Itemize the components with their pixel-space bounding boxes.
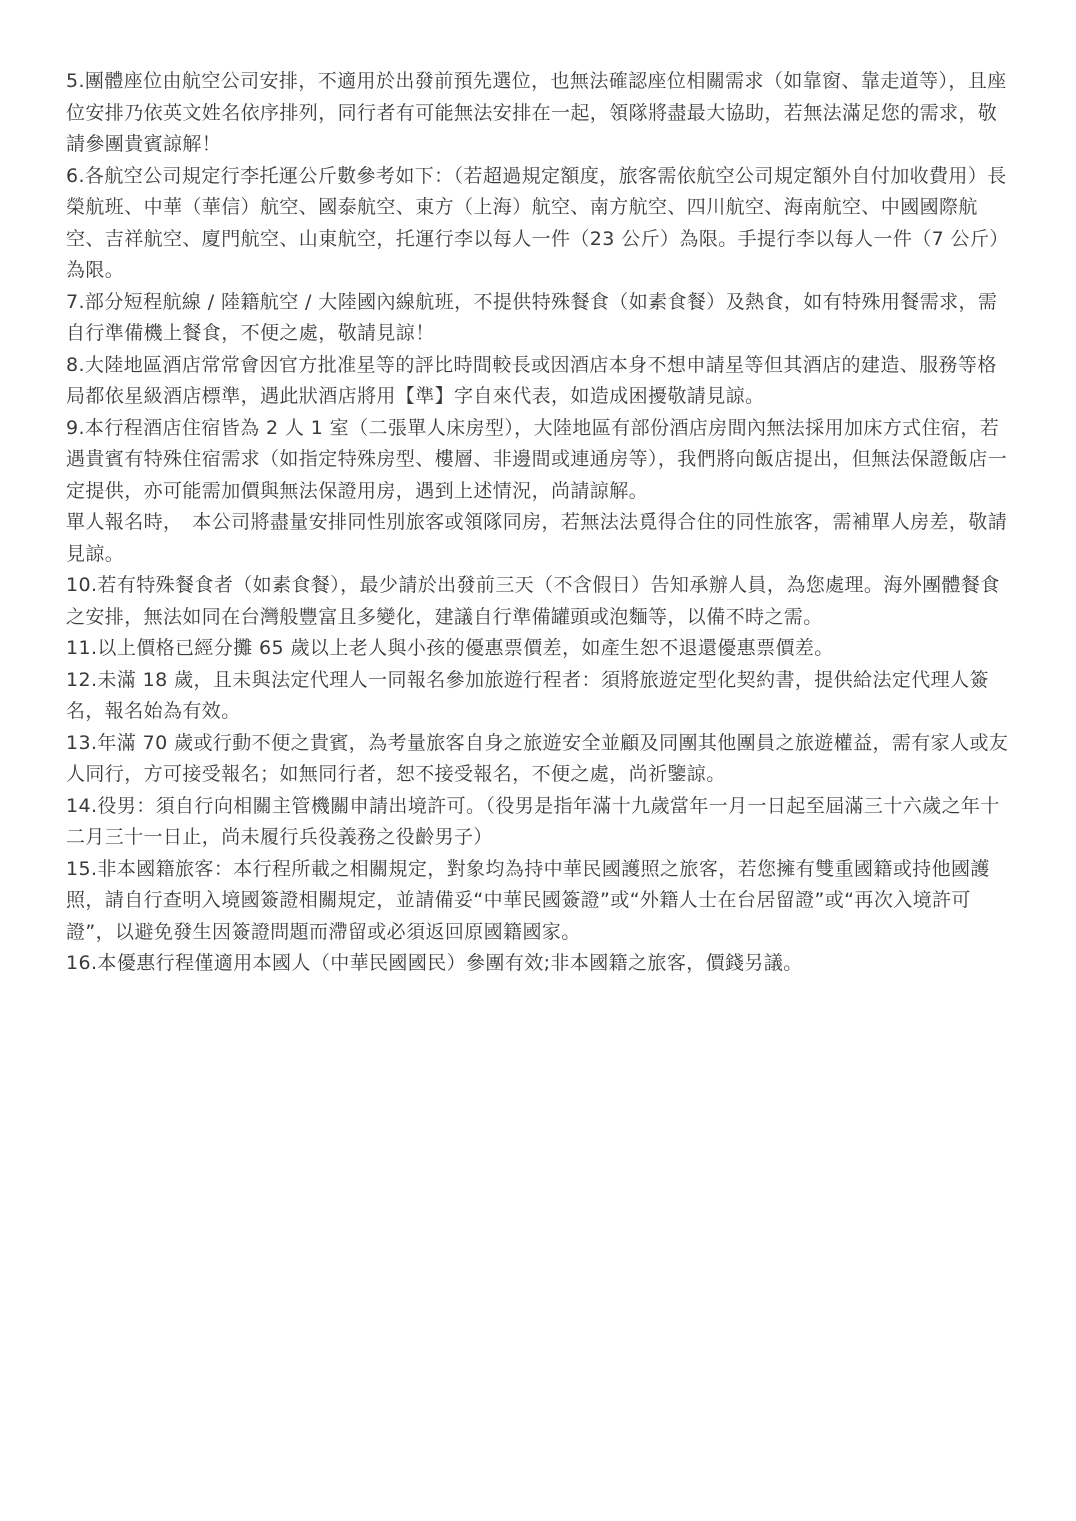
note-13-elderly: 13.年滿 70 歲或行動不便之貴賓，為考量旅客自身之旅遊安全並顧及同團其他團員之旅遊權益，需有家人或友人同行，方可接受報名；如無同行者，恕不接受報名，不便之處，尚祈鑒諒。	[66, 731, 1009, 785]
note-11-price-discount: 11.以上價格已經分攤 65 歲以上老人與小孩的優惠票價差，如產生恕不退還優惠票價差。	[66, 637, 834, 659]
note-10-special-meals: 10.若有特殊餐食者（如素食餐），最少請於出發前三天（不含假日）告知承辦人員，為您處理。海外團體餐食之安排，無法如同在台灣般豐富且多變化，建議自行準備罐頭或泡麵等，以備不時之需。	[66, 574, 1000, 628]
note-single-registration: 單人報名時， 本公司將盡量安排同性別旅客或領隊同房，若無法法覓得合住的同性旅客，需補單人房差，敬請見諒。	[66, 511, 1008, 565]
note-15-foreign-nationals: 15.非本國籍旅客：本行程所載之相關規定，對象均為持中華民國護照之旅客，若您擁有雙重國籍或持他國護照，請自行查明入境國簽證相關規定，並請備妥“中華民國簽證”或“外籍人士在台居留證”或“再次入境許可證”，以避免發生因簽證問題而滯留或必須返回原國籍國家。	[66, 857, 990, 943]
note-7-special-meals-flight: 7.部分短程航線 / 陸籍航空 / 大陸國內線航班，不提供特殊餐食（如素食餐）及熱食，如有特殊用餐需求，需自行準備機上餐食，不便之處，敬請見諒！	[66, 290, 998, 344]
note-6-baggage: 6.各航空公司規定行李托運公斤數參考如下：（若超過規定額度，旅客需依航空公司規定額外自付加收費用）長榮航班、中華（華信）航空、國泰航空、東方（上海）航空、南方航空、四川航空、海南航空、中國國際航空、吉祥航空、廈門航空、山東航空，托運行李以每人一件（23 公斤）為限。手提行李以每人一件（7 公斤）為限。	[66, 164, 1009, 281]
note-14-military-service: 14.役男：須自行向相關主管機關申請出境許可。（役男是指年滿十九歲當年一月一日起至屆滿三十六歲之年十二月三十一日止，尚未履行兵役義務之役齡男子）	[66, 794, 1000, 848]
note-5-seating: 5.團體座位由航空公司安排，不適用於出發前預先選位，也無法確認座位相關需求（如靠窗、靠走道等），且座位安排乃依英文姓名依序排列，同行者有可能無法安排在一起，領隊將盡最大協助，若無法滿足您的需求，敬請參團貴賓諒解！	[66, 70, 1007, 155]
note-12-minors: 12.未滿 18 歲，且未與法定代理人一同報名參加旅遊行程者：須將旅遊定型化契約書，提供給法定代理人簽名，報名始為有效。	[66, 668, 989, 722]
note-8-hotel-rating: 8.大陸地區酒店常常會因官方批准星等的評比時間較長或因酒店本身不想申請星等但其酒店的建造、服務等格局都依星級酒店標準，遇此狀酒店將用【準】字自來代表，如造成困擾敬請見諒。	[66, 353, 997, 407]
note-9-hotel-rooms: 9.本行程酒店住宿皆為 2 人 1 室（二張單人床房型），大陸地區有部份酒店房間內無法採用加床方式住宿，若遇貴賓有特殊住宿需求（如指定特殊房型、樓層、非邊間或連通房等），我們將向飯店提出，但無法保證飯店一定提供，亦可能需加價與無法保證用房，遇到上述情況，尚請諒解。	[66, 416, 1008, 502]
note-16-offer-eligibility: 16.本優惠行程僅適用本國人（中華民國國民）參團有效;非本國籍之旅客，價錢另議。	[66, 952, 803, 974]
notes-document	[66, 66, 1016, 980]
